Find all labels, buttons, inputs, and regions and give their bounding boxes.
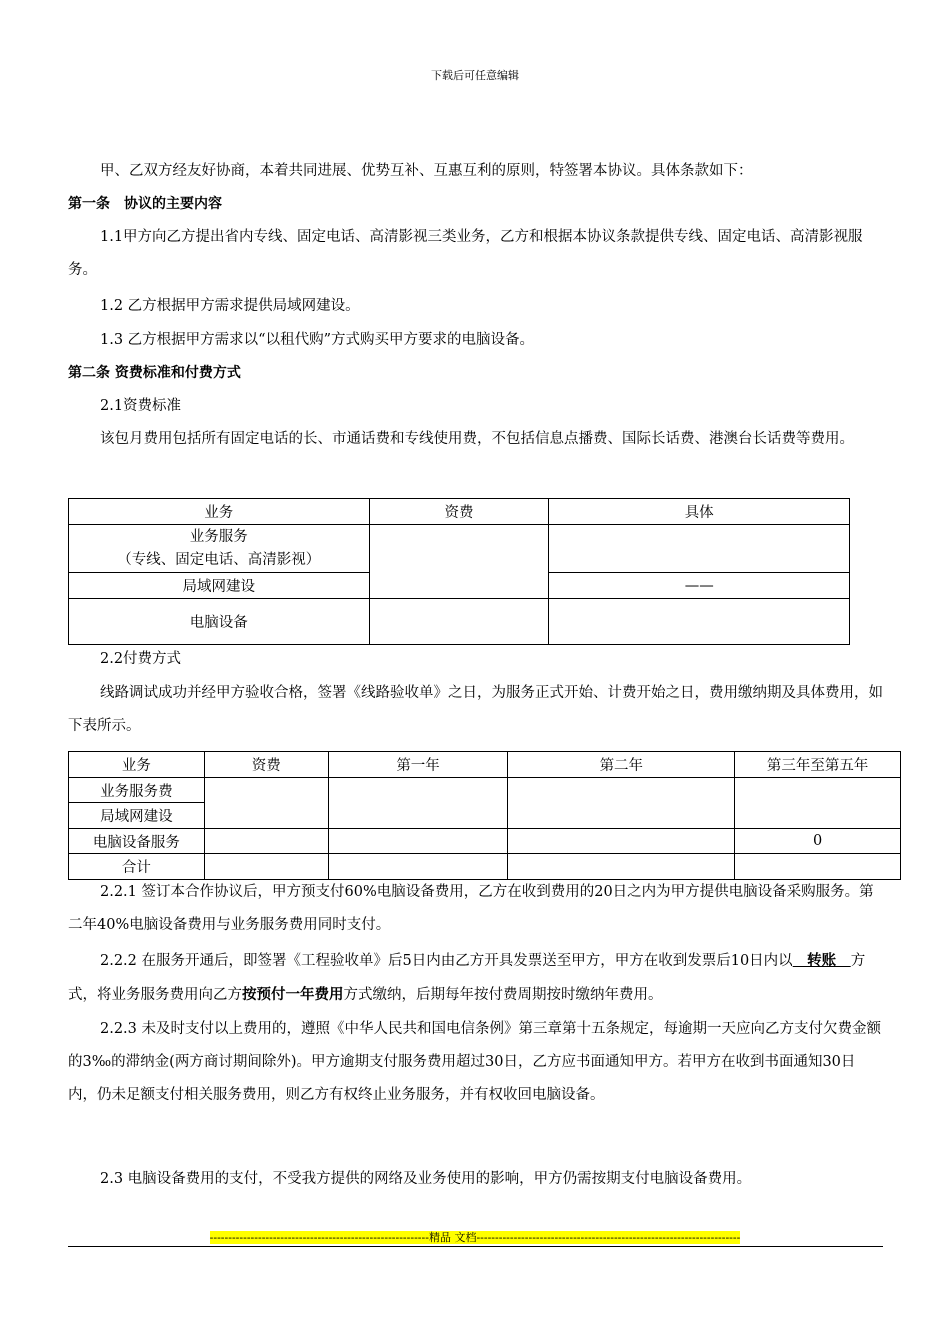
table2-cell	[204, 778, 328, 829]
payment-schedule-table	[68, 751, 901, 880]
clause-2-2-2-part2: 方式，将业务服务费用向乙方	[68, 953, 866, 1003]
table1-row-computer: 电脑设备	[69, 599, 370, 645]
article2-title: 第二条 资费标准和付费方式	[68, 365, 241, 381]
table1-row-business-service	[69, 525, 370, 573]
section-2-2-text: 线路调试成功并经甲方验收合格，签署《线路验收单》之日，为服务正式开始、计费开始之日，费用缴纳期及具体费用，如下表所示。	[68, 685, 883, 734]
table1-header-detail: 具体	[549, 499, 850, 525]
table2-row-total: 合计	[69, 854, 205, 880]
table1-row-business-service-label: 业务服务	[189, 528, 248, 545]
table2-header-year3-5: 第三年至第五年	[735, 752, 901, 778]
table2-row-service-fee: 业务服务费	[69, 778, 205, 803]
table2-header-year2: 第二年	[508, 752, 735, 778]
table1-cell	[369, 599, 549, 645]
table1-detail-cell	[549, 525, 850, 573]
table1-cell	[549, 599, 850, 645]
table2-row-lan: 局域网建设	[69, 803, 205, 829]
table1-header-business: 业务	[69, 499, 370, 525]
fee-standard-table	[68, 498, 850, 645]
table2-cell	[328, 778, 508, 829]
table1-row-lan-detail: ——	[549, 573, 850, 599]
table2-cell	[204, 829, 328, 854]
clause-1-2: 1.2 乙方根据甲方需求提供局域网建设。	[100, 298, 360, 314]
intro-paragraph: 甲、乙双方经友好协商，本着共同进展、优势互补、互惠互利的原则，特签署本协议。具体条款如下：	[100, 163, 753, 179]
footer-banner	[0, 1229, 950, 1245]
table1-merged-fee-cell	[369, 525, 549, 599]
table2-cell	[328, 829, 508, 854]
clause-2-3: 2.3 电脑设备费用的支付，不受我方提供的网络及业务使用的影响，甲方仍需按期支付电脑设备费用。	[100, 1171, 752, 1187]
clause-1-3: 1.3 乙方根据甲方需求以“以租代购”方式购买甲方要求的电脑设备。	[100, 332, 534, 348]
table2-zero-cell: 0	[735, 829, 901, 854]
table2-cell	[508, 829, 735, 854]
clause-1-1: 1.1甲方向乙方提出省内专线、固定电话、高清影视三类业务，乙方和根据本协议条款提供专线、固定电话、高清影视服务。	[68, 229, 863, 278]
page-header: 下载后可任意编辑	[431, 69, 519, 82]
table1-header-fee: 资费	[369, 499, 549, 525]
clause-2-2-3: 2.2.3 未及时支付以上费用的，遵照《中华人民共和国电信条例》第三章第十五条规定，每逾期一天应向乙方支付欠费金额的3‰的滞纳金(两方商讨期间除外)。甲方逾期支付服务费用超过30日，乙方应书面通知甲方。若甲方在收到书面通知30日内，仍未足额支付相关服务费用，则乙方有权终止业务服务，并有权收回电脑设备。	[68, 1021, 881, 1103]
clause-2-2-1: 2.2.1 签订本合作协议后，甲方预支付60%电脑设备费用，乙方在收到费用的20日之内为甲方提供电脑设备采购服务。第二年40%电脑设备费用与业务服务费用同时支付。	[68, 884, 874, 933]
section-2-2-title: 2.2付费方式	[100, 651, 182, 667]
footer-text: -----------------------------------------------------------精品 文档-----------------------------------------------------------------------	[209, 1231, 741, 1244]
clause-2-2-2-part1: 2.2.2 在服务开通后，即签署《工程验收单》后5日内由乙方开具发票送至甲方，甲方在收到发票后10日内以	[100, 953, 793, 969]
clause-2-2-2-part3: 方式缴纳，后期每年按付费周期按时缴纳年费用。	[343, 987, 663, 1003]
table1-row-lan: 局域网建设	[69, 573, 370, 599]
footer-divider	[68, 1246, 883, 1247]
article1-title: 第一条 协议的主要内容	[68, 196, 222, 212]
table2-header-business: 业务	[69, 752, 205, 778]
table2-cell	[508, 778, 735, 829]
table2-row-computer-service: 电脑设备服务	[69, 829, 205, 854]
payment-method-transfer: 转账	[792, 952, 851, 969]
table2-header-year1: 第一年	[328, 752, 508, 778]
section-2-1-title: 2.1资费标准	[100, 398, 182, 414]
table2-cell	[735, 778, 901, 829]
section-2-1-text: 该包月费用包括所有固定电话的长、市通话费和专线使用费，不包括信息点播费、国际长话费、港澳台长话费等费用。	[100, 431, 854, 447]
prepay-one-year-text: 按预付一年费用	[242, 986, 344, 1003]
table1-row-business-service-sub: （专线、固定电话、高清影视）	[117, 551, 321, 568]
table2-header-fee: 资费	[204, 752, 328, 778]
clause-2-2-2	[68, 944, 883, 1012]
